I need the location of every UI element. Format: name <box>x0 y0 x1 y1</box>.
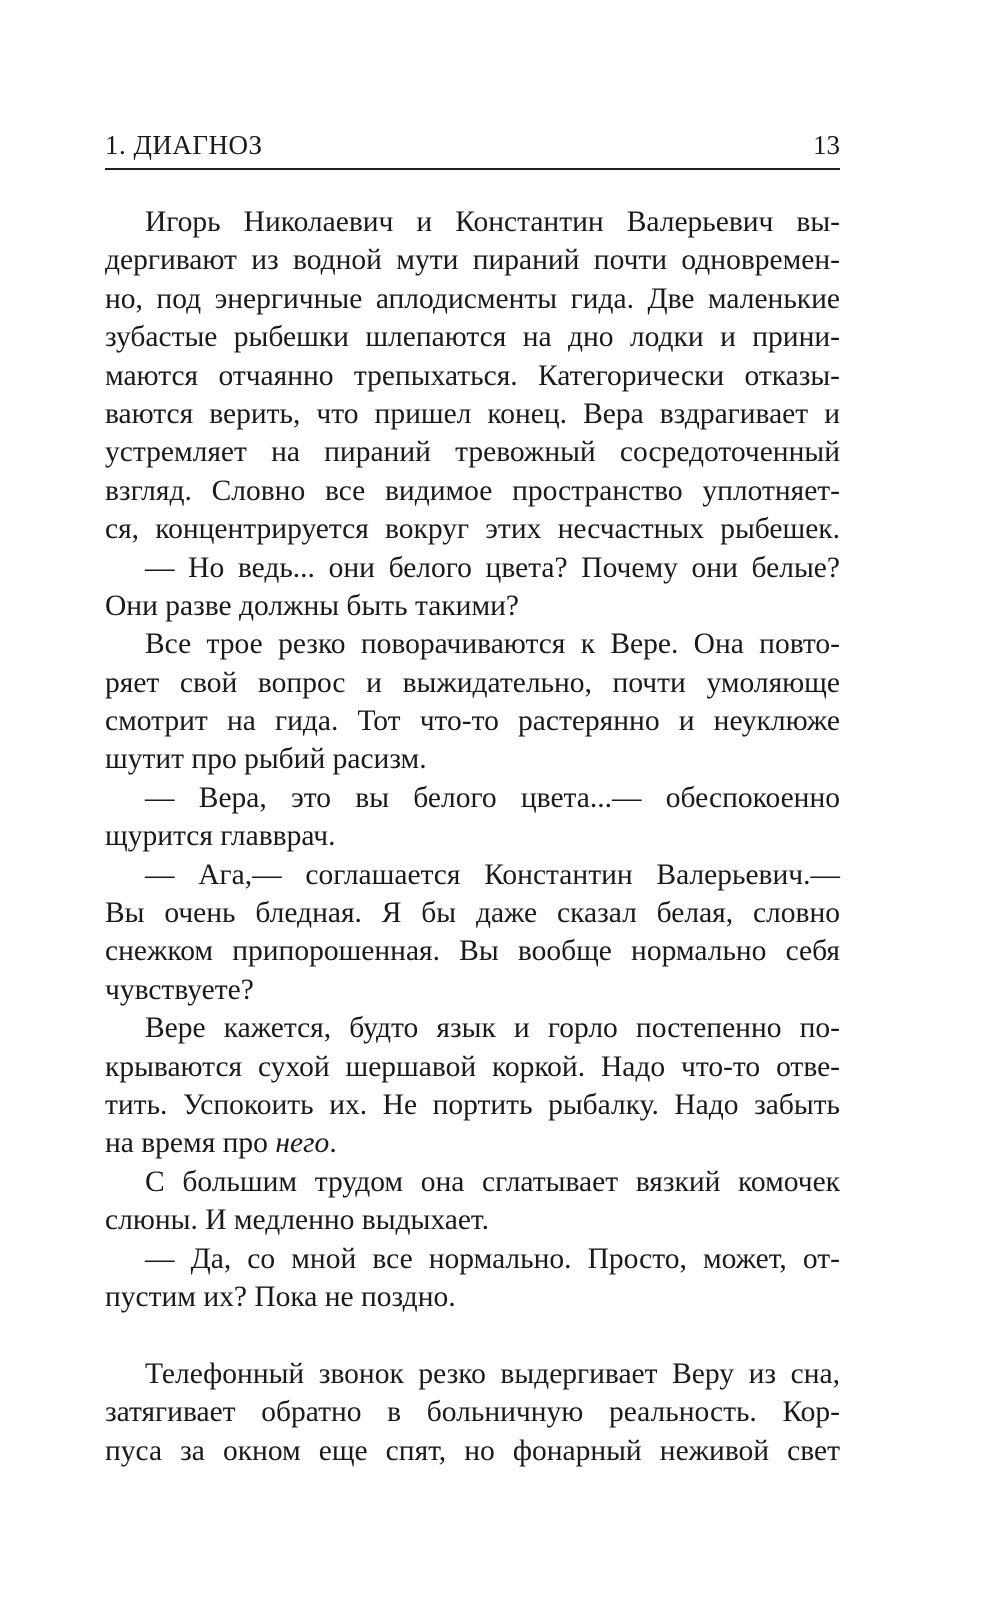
text-line: но, под энергичные аплодисменты гида. Две маленькие <box>105 282 840 315</box>
text-line: — Вера, это вы белого цвета...— обеспокоенно <box>145 781 840 814</box>
book-page <box>105 0 840 1616</box>
text-line: тить. Успокоить их. Не портить рыбалку. Надо забыть <box>105 1088 840 1121</box>
text-line: ваются верить, что пришел конец. Вера вздрагивает и <box>105 397 840 430</box>
text-line: чувствуете? <box>105 973 254 1006</box>
text-line: Они разве должны быть такими? <box>105 589 519 622</box>
chapter-title: 1. ДИАГНОЗ <box>105 130 263 160</box>
text-line: Игорь Николаевич и Константин Валерьевич вы- <box>145 206 840 238</box>
section-break <box>105 1316 840 1354</box>
text-line: маются отчаянно трепыхаться. Категорически отказы- <box>105 359 840 392</box>
text-line: смотрит на гида. Тот что-то растерянно и неуклюже <box>105 705 840 738</box>
text-line: слюны. И медленно выдыхает. <box>105 1204 489 1237</box>
text-line: — Но ведь... они белого цвета? Почему они белые? <box>145 551 840 584</box>
text-line: затягивает обратно в больничную реальность. Кор- <box>105 1396 840 1429</box>
text-line: — Ага,— соглашается Константин Валерьевич.— <box>145 858 840 891</box>
text-line: пуса за окном еще спят, но фонарный неживой свет <box>105 1434 840 1467</box>
text-line: ся, концентрируется вокруг этих несчастных рыбешек. <box>105 513 840 546</box>
text-line: снежком припорошенная. Вы вообще нормально себя <box>105 935 840 968</box>
text-line: — Да, со мной все нормально. Просто, может, от- <box>145 1242 840 1275</box>
page-number: 13 <box>813 130 840 160</box>
text-line: дергивают из водной мути пираний почти одновремен- <box>105 244 840 277</box>
text-fragment: . <box>329 1127 337 1160</box>
text-line: крываются сухой шершавой коркой. Надо что-то отве- <box>105 1050 840 1083</box>
text-line: шутит про рыбий расизм. <box>105 743 427 776</box>
text-line: ряет свой вопрос и выжидательно, почти умоляюще <box>105 666 840 699</box>
text-line: Вы очень бледная. Я бы даже сказал белая, словно <box>105 897 840 930</box>
text-line: Вере кажется, будто язык и горло постепенно по- <box>145 1012 840 1045</box>
text-line: Телефонный звонок резко выдергивает Веру из сна, <box>145 1357 840 1390</box>
body-text <box>105 203 840 1470</box>
text-line: щурится главврач. <box>105 820 336 853</box>
text-line: Все трое резко поворачиваются к Вере. Она повто- <box>145 628 840 661</box>
text-line: С большим трудом она сглатывает вязкий комочек <box>145 1165 840 1198</box>
text-line: устремляет на пираний тревожный сосредоточенный <box>105 436 840 469</box>
text-line <box>105 1124 840 1162</box>
text-line: взгляд. Словно все видимое пространство уплотняет- <box>105 474 840 507</box>
running-head <box>105 124 840 170</box>
text-line: зубастые рыбешки шлепаются на дно лодки и прини- <box>105 321 840 354</box>
text-line: пустим их? Пока не поздно. <box>105 1280 456 1313</box>
emphasized-word: него <box>275 1127 330 1160</box>
text-fragment: на время про <box>105 1127 276 1160</box>
